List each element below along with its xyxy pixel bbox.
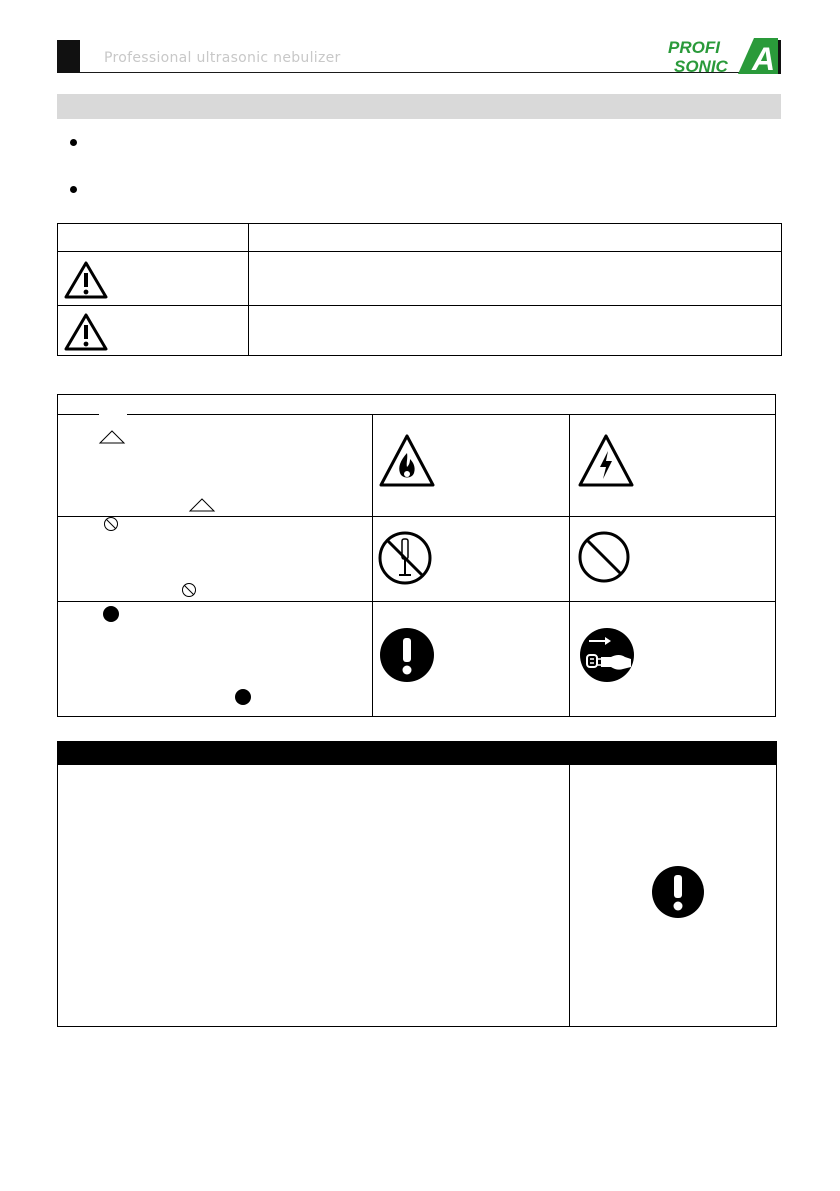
logo-text-bottom: SONIC [674,57,728,76]
small-triangle-icon [188,498,216,512]
box-header-divider [57,414,99,415]
table-header-cell [58,224,249,252]
table-header-cell [249,224,782,252]
small-mandatory-dot-icon [234,688,252,706]
warning-level-table [57,223,782,356]
column-divider [569,414,570,717]
level-icon-cell [58,306,249,356]
warning-triangle-icon [60,257,120,301]
warning-triangle-icon [60,309,120,353]
table-row [58,252,782,306]
electric-shock-warning-icon [577,433,635,489]
bullet-point [70,139,77,146]
small-triangle-icon [98,430,126,444]
warning-column-divider [569,765,570,1027]
level-description-cell [249,306,782,356]
row-divider [57,516,776,517]
small-mandatory-dot-icon [102,605,120,623]
logo-text-top: PROFI [668,38,720,57]
box-header-divider [127,414,776,415]
bullet-point [70,186,77,193]
table-header-row [58,224,782,252]
profisonic-logo [666,36,782,76]
small-prohibition-icon [181,582,197,598]
unplug-power-icon [579,627,635,683]
level-description-cell [249,252,782,306]
table-row [58,306,782,356]
column-divider [372,414,373,717]
header-marker-block [57,40,80,73]
no-disassembly-icon [377,530,433,586]
section-heading-bar [57,94,781,119]
small-prohibition-icon [103,516,119,532]
level-icon-cell [58,252,249,306]
row-divider [57,601,776,602]
mandatory-action-icon [379,627,435,683]
fire-warning-icon [378,433,436,489]
header-title: Professional ultrasonic nebulizer [104,50,341,66]
mandatory-action-icon [651,865,705,919]
prohibition-icon [577,530,631,584]
logo-mark: A [752,41,776,76]
warning-section-header [57,741,777,765]
